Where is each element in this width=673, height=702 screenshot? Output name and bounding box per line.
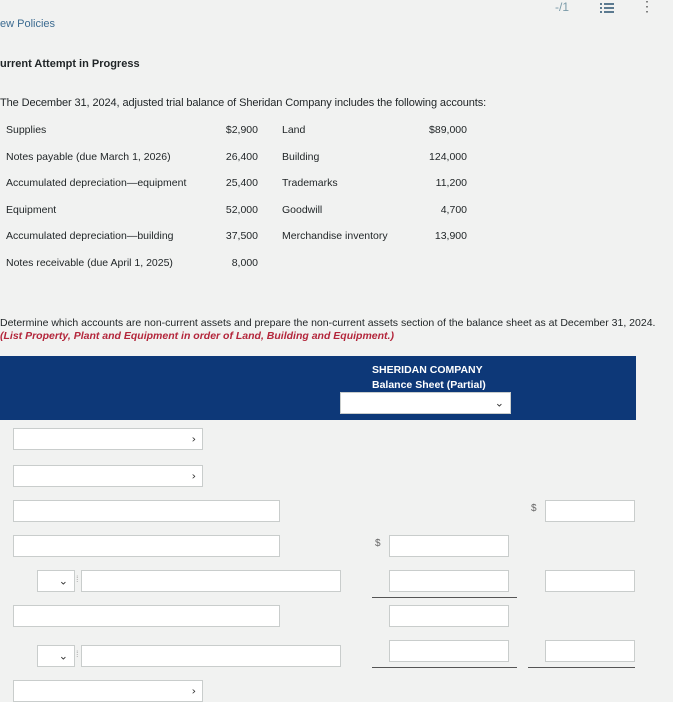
account-amount: 11,200 bbox=[435, 177, 467, 190]
drag-handle-icon[interactable]: ⁞ bbox=[76, 574, 79, 584]
account-select-2[interactable] bbox=[13, 465, 203, 487]
question-counter: -/1 bbox=[555, 0, 570, 14]
trial-balance-row bbox=[6, 144, 467, 171]
chevron-down-icon: › bbox=[191, 432, 196, 446]
account-amount: $2,900 bbox=[225, 124, 258, 137]
account-name bbox=[258, 250, 407, 277]
trial-balance-row bbox=[6, 170, 467, 197]
date-select[interactable] bbox=[340, 392, 511, 414]
total-amount-input[interactable] bbox=[545, 500, 635, 522]
amount-input-7[interactable] bbox=[389, 640, 509, 662]
trial-balance-row bbox=[6, 250, 467, 277]
account-amount: 37,500 bbox=[225, 230, 258, 243]
instructions-note: (List Property, Plant and Equipment in order of Land, Building and Equipment.) bbox=[0, 330, 394, 342]
intro-text: The December 31, 2024, adjusted trial balance of Sheridan Company includes the following accounts: bbox=[0, 97, 487, 109]
total-input-5[interactable] bbox=[545, 570, 635, 592]
account-select-7[interactable] bbox=[37, 645, 75, 667]
account-amount: 25,400 bbox=[225, 177, 258, 190]
chevron-down-icon: ⌄ bbox=[494, 396, 504, 410]
account-amount bbox=[407, 250, 467, 277]
chevron-down-icon: › bbox=[191, 684, 196, 698]
account-select-5[interactable] bbox=[37, 570, 75, 592]
drag-handle-icon[interactable]: ⁞ bbox=[76, 649, 79, 659]
chevron-down-icon: ⌄ bbox=[58, 649, 68, 663]
account-input-4[interactable] bbox=[13, 535, 280, 557]
account-name: Equipment bbox=[6, 203, 57, 216]
account-select-1[interactable] bbox=[13, 428, 203, 450]
account-amount: 13,900 bbox=[434, 230, 467, 243]
account-amount: 8,000 bbox=[231, 256, 258, 269]
account-amount: 26,400 bbox=[225, 150, 258, 163]
account-name: Notes receivable (due April 1, 2025) bbox=[6, 256, 173, 269]
amount-input-6[interactable] bbox=[389, 605, 509, 627]
account-amount: $89,000 bbox=[429, 124, 467, 137]
policies-link[interactable]: ew Policies bbox=[0, 18, 56, 30]
account-amount: 52,000 bbox=[225, 203, 258, 216]
account-name: Notes payable (due March 1, 2026) bbox=[6, 150, 171, 163]
account-amount: 124,000 bbox=[429, 150, 467, 163]
account-name: Building bbox=[282, 150, 320, 163]
account-input-7[interactable] bbox=[81, 645, 341, 667]
list-icon[interactable] bbox=[600, 1, 614, 13]
attempt-heading: urrent Attempt in Progress bbox=[0, 58, 140, 70]
company-name: SHERIDAN COMPANY bbox=[372, 364, 483, 376]
account-select-8[interactable] bbox=[13, 680, 203, 702]
trial-balance-table bbox=[6, 117, 467, 276]
account-name: Land bbox=[282, 124, 306, 137]
account-name: Goodwill bbox=[282, 203, 323, 216]
account-name: Trademarks bbox=[282, 177, 338, 190]
chevron-down-icon: ⌄ bbox=[58, 574, 68, 588]
row7-underline-right bbox=[528, 667, 635, 668]
account-name: Merchandise inventory bbox=[282, 230, 388, 243]
subtotal-underline bbox=[372, 597, 517, 598]
trial-balance-row bbox=[6, 117, 467, 144]
statement-title: Balance Sheet (Partial) bbox=[372, 379, 486, 391]
account-input-5[interactable] bbox=[81, 570, 341, 592]
account-name: Accumulated depreciation—building bbox=[6, 230, 174, 243]
account-name: Accumulated depreciation—equipment bbox=[6, 177, 187, 190]
amount-input-4[interactable] bbox=[389, 535, 509, 557]
trial-balance-row bbox=[6, 197, 467, 224]
account-name: Supplies bbox=[6, 124, 47, 137]
amount-input-5[interactable] bbox=[389, 570, 509, 592]
dollar-sign-total: $ bbox=[531, 503, 537, 514]
account-input-3[interactable] bbox=[13, 500, 280, 522]
dollar-sign-subtotal: $ bbox=[375, 538, 381, 549]
more-vertical-icon[interactable]: ⋮ bbox=[640, 0, 654, 14]
balance-sheet-header bbox=[0, 356, 636, 420]
chevron-down-icon: › bbox=[191, 469, 196, 483]
account-amount: 4,700 bbox=[440, 203, 467, 216]
trial-balance-row bbox=[6, 223, 467, 250]
total-input-7[interactable] bbox=[545, 640, 635, 662]
instructions-main: Determine which accounts are non-current assets and prepare the non-current assets section of the balance sheet as at December 31, 2024. bbox=[0, 317, 656, 329]
row7-underline-left bbox=[372, 667, 517, 668]
instructions bbox=[0, 317, 660, 343]
account-input-6[interactable] bbox=[13, 605, 280, 627]
